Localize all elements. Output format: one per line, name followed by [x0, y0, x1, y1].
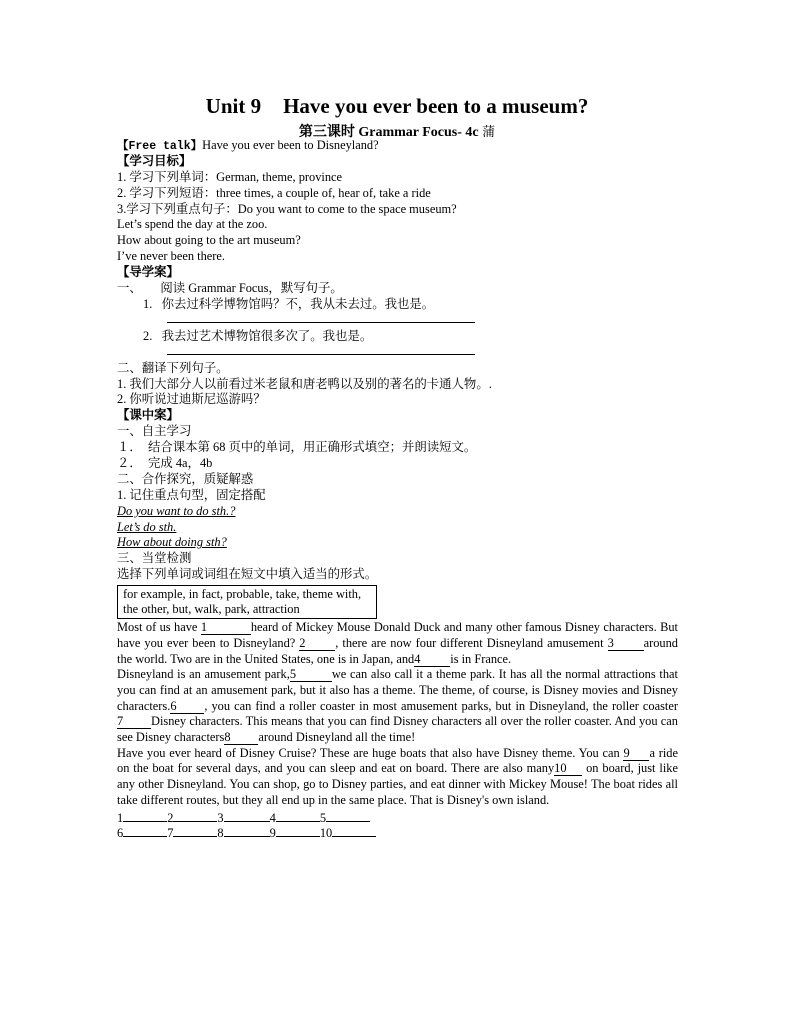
- subtitle-mark: 蒲: [482, 124, 496, 139]
- answer-number: 2: [167, 810, 174, 825]
- page-title: [0, 94, 794, 119]
- guide-part2-title: 二、翻译下列句子。: [117, 360, 229, 375]
- guide-part2-item: 1. 我们大部分人以前看过米老鼠和唐老鸭以及别的著名的卡通人物。.: [117, 376, 492, 391]
- class-header: 【课中案】: [117, 408, 179, 423]
- answer-row-1: [117, 809, 678, 825]
- blank-4[interactable]: 4: [414, 653, 450, 667]
- passage-text: Disney characters. This means that you can find Disney characters all over the roller coaster. And you can see Disney characters: [117, 714, 678, 745]
- passage-text: Have you ever heard of Disney Cruise? These are huge boats that also have Disney theme. You can: [117, 745, 624, 760]
- guide-header: 【导学案】: [117, 265, 179, 280]
- objective-item: How about going to the art museum?: [117, 233, 301, 248]
- worksheet-content: [117, 138, 678, 840]
- section2-title: 二、合作探究，质疑解惑: [117, 471, 254, 486]
- answer-number: 7: [167, 826, 174, 841]
- objective-item: I’ve never been there.: [117, 249, 226, 264]
- section3-title: 三、当堂检测: [117, 551, 192, 566]
- answer-number: 3: [217, 810, 224, 825]
- subtitle-text: 第三课时 Grammar Focus- 4c: [298, 125, 479, 140]
- blank-10[interactable]: 10: [554, 762, 582, 776]
- passage-text: around Disneyland all the time!: [258, 730, 416, 745]
- objective-item: 2. 学习下列短语：three times, a couple of, hear of, take a ride: [117, 185, 431, 200]
- objective-item: Let’s spend the day at the zoo.: [117, 217, 268, 232]
- section2-sub: 1. 记住重点句型，固定搭配: [117, 487, 266, 502]
- guide-part1-item: 2. 我去过艺术博物馆很多次了。我也是。: [143, 328, 373, 343]
- answer-number: 5: [319, 810, 327, 825]
- free-talk-label: 【Free talk】: [117, 140, 203, 153]
- answer-blank[interactable]: [276, 809, 320, 822]
- passage-text: is in France.: [450, 651, 512, 666]
- answer-number: 8: [217, 826, 224, 841]
- blank-7[interactable]: 7: [117, 715, 151, 729]
- answer-blank[interactable]: [224, 824, 270, 837]
- passage-text: , there are now four different Disneyland amusement: [335, 635, 608, 650]
- answer-blank[interactable]: [173, 824, 217, 837]
- passage-paragraph-3: [117, 746, 678, 809]
- objective-item: 3.学习下列重点句子：Do you want to come to the space museum?: [117, 201, 457, 216]
- answer-line[interactable]: [167, 345, 475, 355]
- answer-blank[interactable]: [173, 809, 217, 822]
- answer-blank[interactable]: [123, 809, 167, 822]
- answer-blank[interactable]: [326, 809, 370, 822]
- passage-text: around the world. Two are in the United States, one is in Japan, and: [117, 635, 678, 666]
- guide-part1-title: 一、 阅读 Grammar Focus，默写句子。: [117, 281, 343, 296]
- passage-text: Most of us have: [117, 620, 201, 635]
- section1-title: 一、自主学习: [117, 424, 192, 439]
- blank-2[interactable]: 2: [299, 637, 335, 651]
- guide-part1-item: 1. 你去过科学博物馆吗？不，我从未去过。我也是。: [143, 296, 435, 311]
- answer-blank[interactable]: [224, 809, 270, 822]
- unit-label: Unit 9: [205, 94, 262, 118]
- answer-line[interactable]: [167, 313, 475, 323]
- answer-blank[interactable]: [123, 824, 167, 837]
- blank-1[interactable]: 1: [201, 621, 251, 635]
- section3-instructions: 选择下列单词或词组在短文中填入适当的形式。: [117, 567, 378, 582]
- passage-text: heard of Mickey Mouse Donald Duck and many other famous Disney characters. But have you ever been to Disneyland?: [117, 620, 678, 650]
- passage-text: , you can find a roller coaster in most amusement parks, but in Disneyland, the roller coaster: [204, 698, 678, 713]
- objective-item: 1. 学习下列单词：German, theme, province: [117, 169, 343, 184]
- blank-8[interactable]: 8: [224, 731, 258, 745]
- answer-number: 9: [269, 826, 276, 841]
- key-pattern: Do you want to do sth.?: [117, 503, 236, 518]
- answer-number: 10: [319, 826, 333, 841]
- blank-5[interactable]: 5: [290, 668, 332, 682]
- answer-blank[interactable]: [276, 824, 320, 837]
- passage-text: Disneyland is an amusement park,: [117, 667, 290, 682]
- answer-blank[interactable]: [332, 824, 376, 837]
- answer-row-2: [117, 824, 678, 840]
- section1-item: １． 结合课本第 68 页中的单词，用正确形式填空；并朗读短文。: [117, 440, 477, 455]
- blank-9[interactable]: 9: [623, 747, 649, 761]
- title-text: Have you ever been to a museum?: [283, 94, 589, 118]
- key-pattern: Let’s do sth.: [117, 519, 177, 534]
- answer-number: 6: [117, 826, 124, 841]
- passage-text: we can also call it a theme park. It has all the normal attractions that you can find at an amusement park, but it also has a theme. The theme, of course, is Disney movies and Disney characters.: [117, 667, 678, 713]
- objectives-header: 【学习目标】: [117, 153, 192, 168]
- free-talk: [117, 138, 678, 154]
- passage-paragraph-1: [117, 620, 678, 667]
- passage-paragraph-2: [117, 667, 678, 746]
- blank-6[interactable]: 6: [170, 700, 204, 714]
- passage-text: on board, just like any other Disneyland. You can shop, go to Disney parties, and eat dinner with Mickey Mouse! The boat rides all take different routes, but they all end up in the same place. That is Disney's own island.: [117, 761, 678, 807]
- word-box: for example, in fact, probable, take, theme with, the other, but, walk, park, attraction: [117, 585, 377, 619]
- key-pattern: How about doing sth?: [117, 535, 227, 550]
- answer-number: 1: [117, 810, 124, 825]
- answer-number: 4: [269, 810, 276, 825]
- free-talk-text: Have you ever been to Disneyland?: [202, 138, 379, 152]
- blank-3[interactable]: 3: [608, 637, 644, 651]
- guide-part2-item: 2. 你听说过迪斯尼巡游吗？: [117, 392, 266, 407]
- section1-item: ２． 完成 4a，4b: [117, 456, 213, 471]
- passage-text: a ride on the boat for several days, and you can sleep and eat on board. There are also many: [117, 745, 678, 776]
